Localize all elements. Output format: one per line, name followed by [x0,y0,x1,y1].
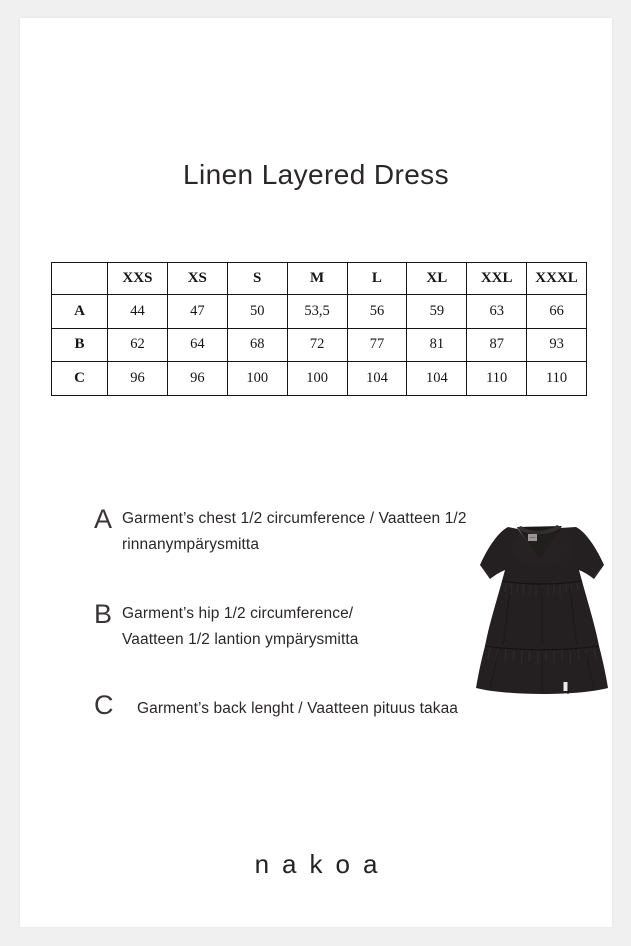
size-col-header: S [227,263,287,295]
size-value-cell: 44 [108,295,168,329]
size-value-cell: 110 [467,362,527,396]
size-value-cell: 87 [467,328,527,362]
size-value-cell: 104 [347,362,407,396]
corner-cell [52,263,108,295]
legend-b-line-1: Garment’s hip 1/2 circumference/ [122,605,354,622]
size-value-cell: 81 [407,328,467,362]
legend-key-b: B [94,599,113,629]
size-value-cell: 63 [467,295,527,329]
size-table-container [51,262,587,396]
size-value-cell: 68 [227,328,287,362]
row-label: A [52,295,108,329]
size-value-cell: 93 [527,328,587,362]
legend-b-line-2: Vaatteen 1/2 lantion ympärysmitta [122,631,359,648]
size-value-cell: 110 [527,362,587,396]
hem-tag [564,682,568,691]
size-table [51,262,587,396]
size-value-cell: 47 [167,295,227,329]
row-label: C [52,362,108,396]
table-row-a [52,295,587,329]
legend-text-c [137,690,458,722]
table-row-b [52,328,587,362]
size-col-header: XXS [108,263,168,295]
size-value-cell: 72 [287,328,347,362]
size-value-cell: 96 [108,362,168,396]
size-value-cell: 96 [167,362,227,396]
table-row-c [52,362,587,396]
legend-key-c: C [94,690,114,720]
size-value-cell: 50 [227,295,287,329]
legend-text-a [122,504,467,558]
size-value-cell: 64 [167,328,227,362]
size-col-header: XS [167,263,227,295]
size-col-header: XXXL [527,263,587,295]
size-value-cell: 104 [407,362,467,396]
legend-a-line-2: rinnanympärysmitta [122,536,260,553]
size-value-cell: 66 [527,295,587,329]
legend-a-line-1: Garment’s chest 1/2 circumference / Vaatteen 1/2 [122,510,467,527]
size-value-cell: 59 [407,295,467,329]
page-title: Linen Layered Dress [183,159,449,190]
size-col-header: XL [407,263,467,295]
size-value-cell: 53,5 [287,295,347,329]
page-card [20,18,612,927]
size-value-cell: 77 [347,328,407,362]
legend-item-c [94,690,458,722]
row-label: B [52,328,108,362]
legend-item-b [94,599,359,653]
size-value-cell: 100 [287,362,347,396]
legend-c-line-1: Garment’s back lenght / Vaatteen pituus takaa [137,700,459,717]
size-col-header: XXL [467,263,527,295]
size-value-cell: 62 [108,328,168,362]
legend-item-a [94,504,467,558]
legend-key-a: A [94,504,113,534]
size-value-cell: 56 [347,295,407,329]
legend-text-b [122,599,359,653]
size-value-cell: 100 [227,362,287,396]
size-col-header: M [287,263,347,295]
product-photo-dress [458,518,618,698]
brand-logo: nakoa [254,849,391,879]
size-table-header-row [52,263,587,295]
size-col-header: L [347,263,407,295]
